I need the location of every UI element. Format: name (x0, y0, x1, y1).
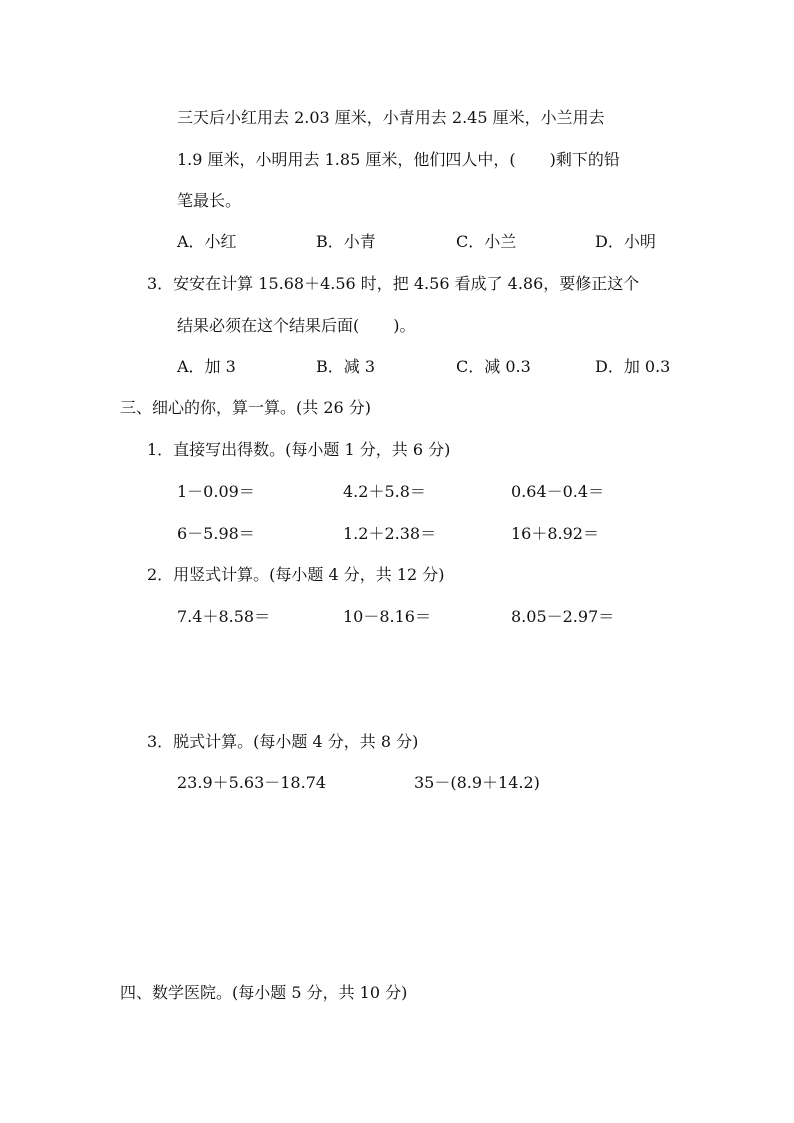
q3-line-2-end: )。 (393, 316, 416, 335)
q3-option-d[interactable]: D．加 0.3 (595, 357, 671, 376)
mental-calc-item[interactable]: 16＋8.92＝ (511, 524, 599, 543)
vertical-calc-item[interactable]: 10－8.16＝ (343, 607, 431, 626)
q3-option-c[interactable]: C．减 0.3 (456, 357, 531, 376)
section-3-part-2-title: 2．用竖式计算。(每小题 4 分，共 12 分) (147, 565, 445, 584)
q2-line-2-start: 1.9 厘米，小明用去 1.85 厘米，他们四人中，( (177, 150, 516, 169)
q2-option-b[interactable]: B．小青 (316, 232, 376, 251)
q2-line-3: 笔最长。 (177, 191, 242, 210)
step-calc-item[interactable]: 23.9＋5.63－18.74 (177, 773, 327, 792)
q3-line-1: 3．安安在计算 15.68＋4.56 时，把 4.56 看成了 4.86，要修正这个 (147, 274, 640, 293)
q2-option-c[interactable]: C．小兰 (456, 232, 517, 251)
step-calc-item[interactable]: 35－(8.9＋14.2) (414, 773, 540, 792)
q3-option-b[interactable]: B．减 3 (316, 357, 376, 376)
mental-calc-item[interactable]: 4.2＋5.8＝ (343, 482, 426, 501)
q2-line-2 (177, 150, 620, 170)
mental-calc-item[interactable]: 1－0.09＝ (177, 482, 255, 501)
section-3-part-1-title: 1．直接写出得数。(每小题 1 分，共 6 分) (147, 440, 451, 459)
vertical-calc-item[interactable]: 8.05－2.97＝ (511, 607, 615, 626)
q2-line-2-end: )剩下的铅 (549, 150, 620, 169)
mental-calc-item[interactable]: 1.2＋2.38＝ (343, 524, 437, 543)
mental-calc-item[interactable]: 0.64－0.4＝ (511, 482, 605, 501)
q2-option-d[interactable]: D．小明 (595, 232, 656, 251)
section-3-heading: 三、细心的你，算一算。(共 26 分) (120, 398, 372, 417)
mental-calc-item[interactable]: 6－5.98＝ (177, 524, 255, 543)
q2-option-a[interactable]: A．小红 (177, 232, 237, 251)
q2-line-1: 三天后小红用去 2.03 厘米，小青用去 2.45 厘米，小兰用去 (177, 108, 605, 127)
section-4-heading: 四、数学医院。(每小题 5 分，共 10 分) (120, 983, 408, 1002)
section-3-part-3-title: 3．脱式计算。(每小题 4 分，共 8 分) (147, 732, 419, 751)
q3-line-2 (177, 316, 416, 336)
vertical-calc-item[interactable]: 7.4＋8.58＝ (177, 607, 271, 626)
q3-line-2-start: 结果必须在这个结果后面( (177, 316, 360, 335)
q3-option-a[interactable]: A．加 3 (177, 357, 236, 376)
